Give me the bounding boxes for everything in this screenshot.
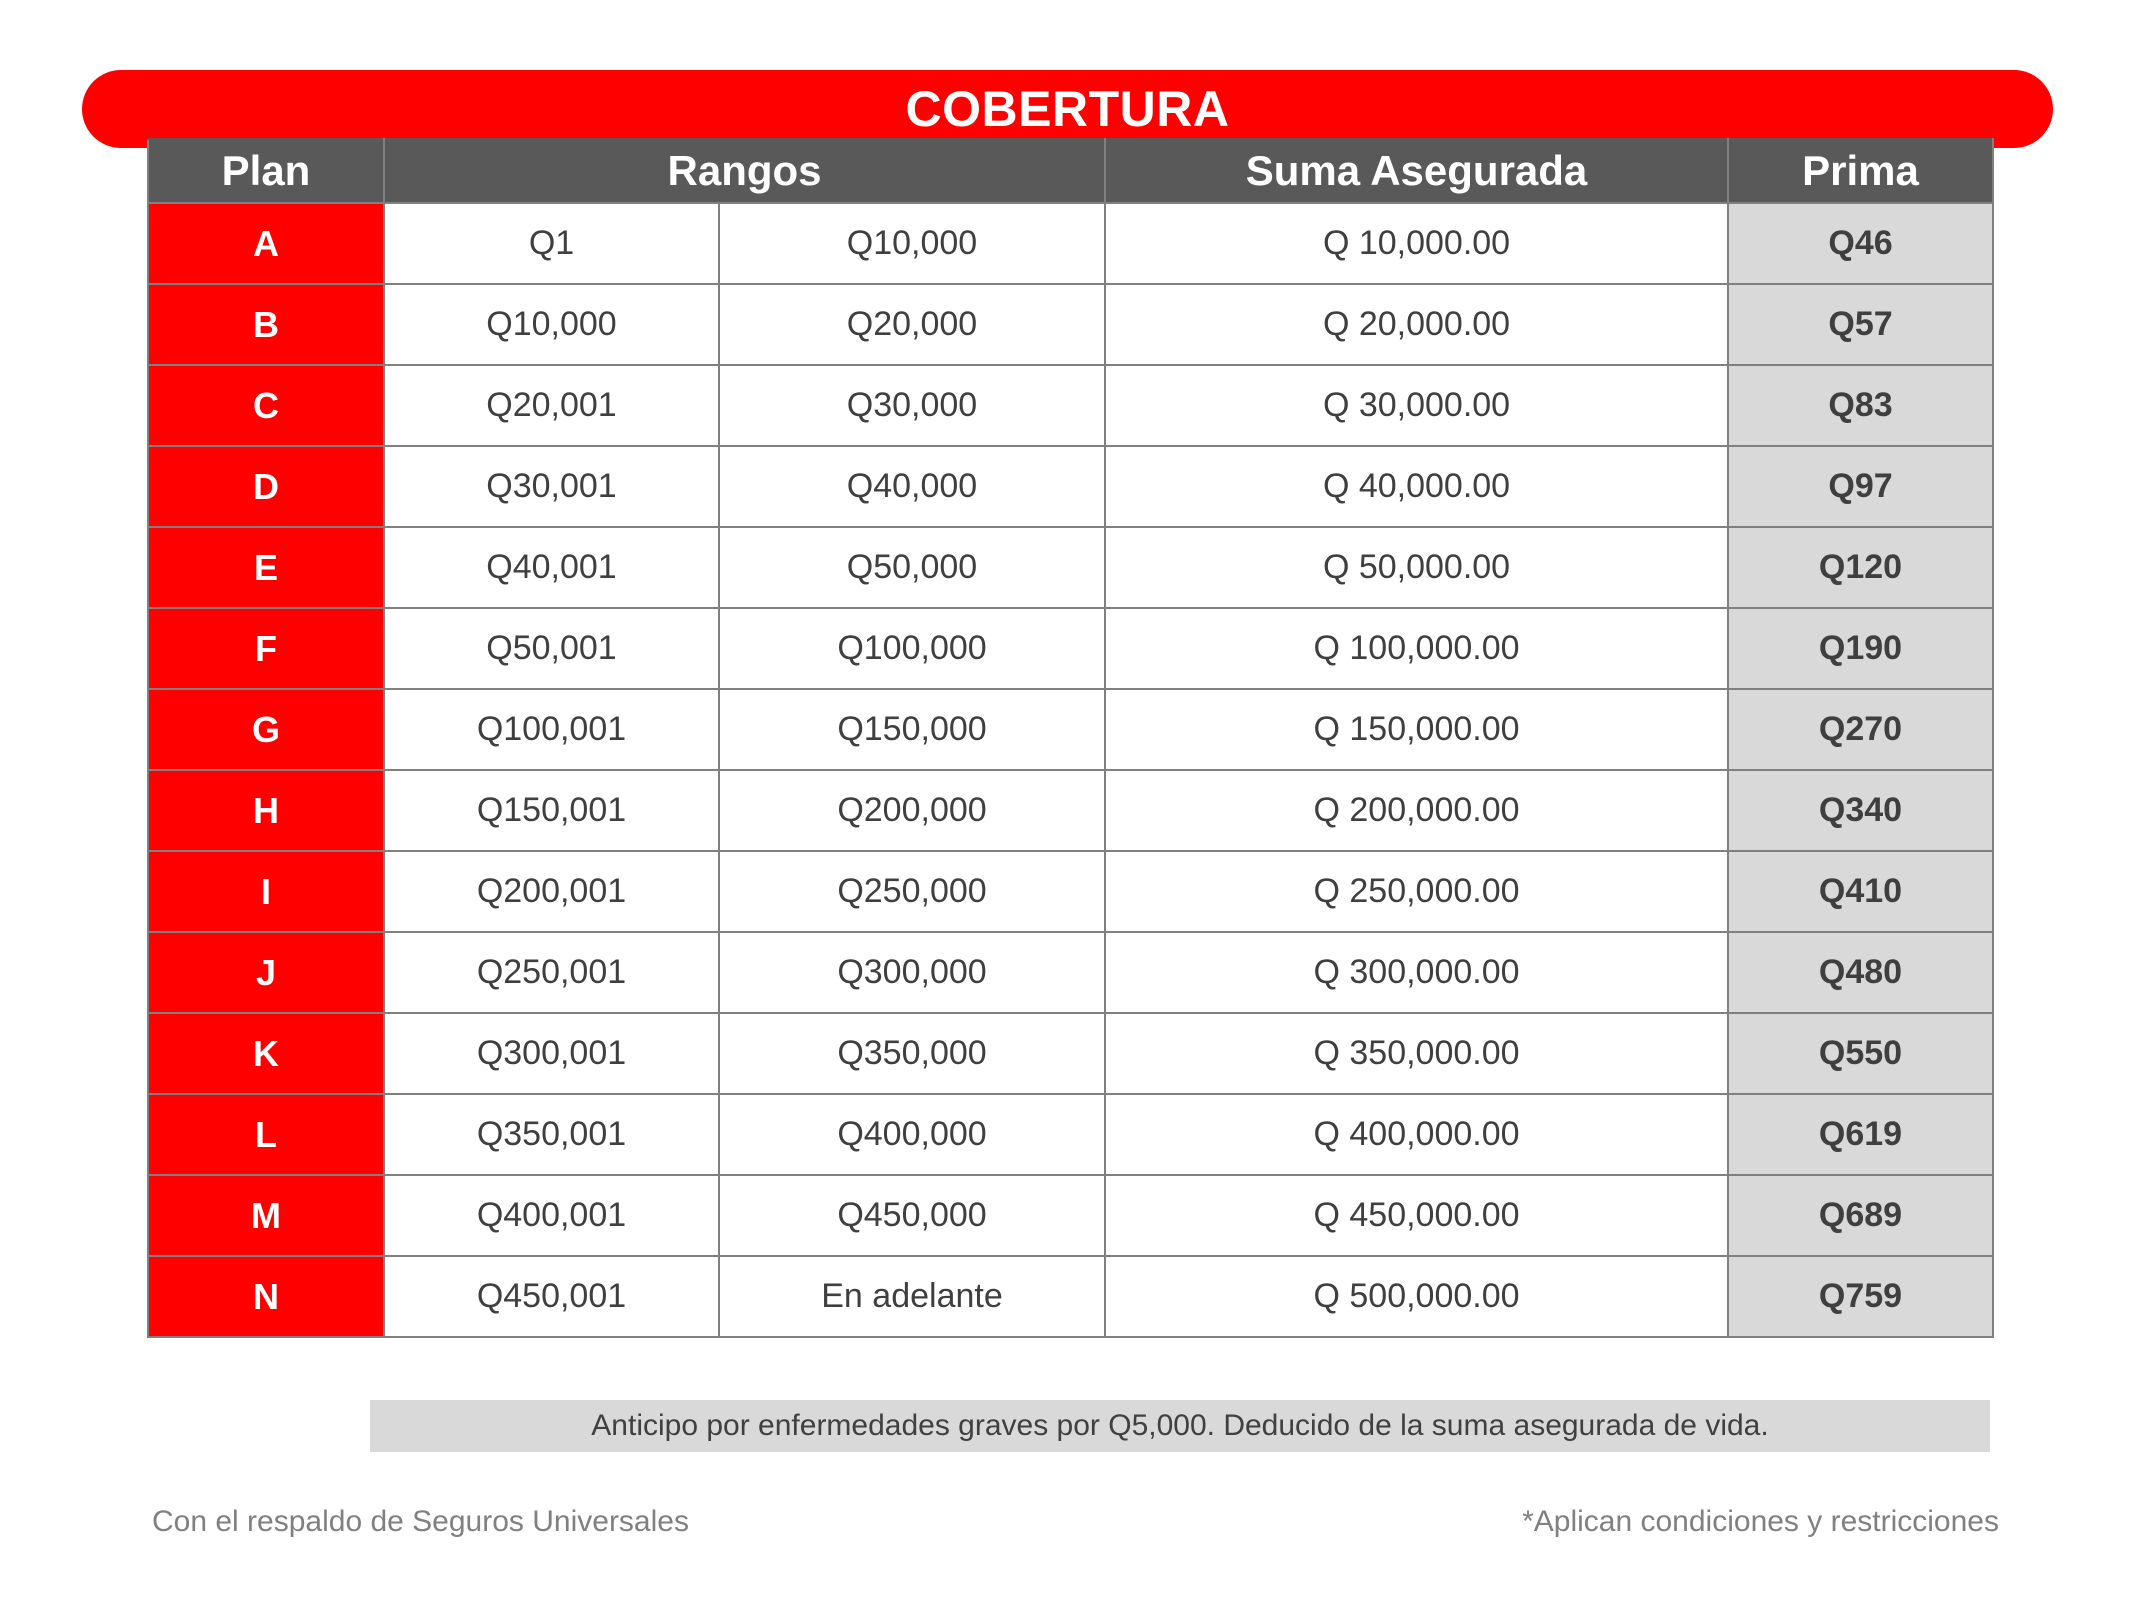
prima-cell: Q46: [1728, 203, 1993, 284]
suma-asegurada-cell: Q 400,000.00: [1105, 1094, 1728, 1175]
rango-min-cell: Q100,001: [384, 689, 719, 770]
suma-asegurada-cell: Q 350,000.00: [1105, 1013, 1728, 1094]
rango-min-cell: Q50,001: [384, 608, 719, 689]
rango-max-cell: Q350,000: [719, 1013, 1105, 1094]
table-row: [148, 1094, 1993, 1175]
footer-backer-text: Con el respaldo de Seguros Universales: [152, 1505, 689, 1538]
plan-cell: F: [148, 608, 384, 689]
suma-asegurada-cell: Q 200,000.00: [1105, 770, 1728, 851]
prima-cell: Q480: [1728, 932, 1993, 1013]
footnote-text: Anticipo por enfermedades graves por Q5,000. Deducido de la suma asegurada de vida.: [591, 1409, 1769, 1442]
plan-cell: K: [148, 1013, 384, 1094]
suma-asegurada-cell: Q 150,000.00: [1105, 689, 1728, 770]
table-row: [148, 203, 1993, 284]
plan-cell: A: [148, 203, 384, 284]
rango-max-cell: Q250,000: [719, 851, 1105, 932]
rango-min-cell: Q20,001: [384, 365, 719, 446]
rango-min-cell: Q350,001: [384, 1094, 719, 1175]
table-row: [148, 1013, 1993, 1094]
cobertura-table: [147, 138, 1994, 1338]
plan-cell: C: [148, 365, 384, 446]
rango-max-cell: Q300,000: [719, 932, 1105, 1013]
prima-cell: Q97: [1728, 446, 1993, 527]
plan-cell: I: [148, 851, 384, 932]
table-row: [148, 365, 1993, 446]
prima-cell: Q410: [1728, 851, 1993, 932]
rango-max-cell: Q400,000: [719, 1094, 1105, 1175]
rango-min-cell: Q250,001: [384, 932, 719, 1013]
suma-asegurada-cell: Q 300,000.00: [1105, 932, 1728, 1013]
plan-cell: M: [148, 1175, 384, 1256]
prima-cell: Q340: [1728, 770, 1993, 851]
column-header-prima: Prima: [1728, 139, 1993, 203]
footer-disclaimer-text: *Aplican condiciones y restricciones: [1522, 1505, 1999, 1538]
suma-asegurada-cell: Q 50,000.00: [1105, 527, 1728, 608]
rango-min-cell: Q30,001: [384, 446, 719, 527]
rango-max-cell: Q450,000: [719, 1175, 1105, 1256]
table-row: [148, 446, 1993, 527]
plan-cell: G: [148, 689, 384, 770]
prima-cell: Q57: [1728, 284, 1993, 365]
column-header-suma-asegurada: Suma Asegurada: [1105, 139, 1728, 203]
cobertura-banner: [82, 70, 2053, 148]
column-header-rangos: Rangos: [384, 139, 1105, 203]
prima-cell: Q83: [1728, 365, 1993, 446]
suma-asegurada-cell: Q 10,000.00: [1105, 203, 1728, 284]
table-header-row: [148, 139, 1993, 203]
rango-max-cell: Q150,000: [719, 689, 1105, 770]
table-row: [148, 284, 1993, 365]
suma-asegurada-cell: Q 450,000.00: [1105, 1175, 1728, 1256]
rango-min-cell: Q450,001: [384, 1256, 719, 1337]
plan-cell: E: [148, 527, 384, 608]
prima-cell: Q550: [1728, 1013, 1993, 1094]
rango-min-cell: Q400,001: [384, 1175, 719, 1256]
plan-cell: B: [148, 284, 384, 365]
suma-asegurada-cell: Q 500,000.00: [1105, 1256, 1728, 1337]
table-row: [148, 527, 1993, 608]
prima-cell: Q759: [1728, 1256, 1993, 1337]
prima-cell: Q120: [1728, 527, 1993, 608]
rango-min-cell: Q40,001: [384, 527, 719, 608]
rango-max-cell: Q20,000: [719, 284, 1105, 365]
suma-asegurada-cell: Q 20,000.00: [1105, 284, 1728, 365]
rango-max-cell: Q40,000: [719, 446, 1105, 527]
rango-max-cell: Q100,000: [719, 608, 1105, 689]
table-row: [148, 1256, 1993, 1337]
table-row: [148, 770, 1993, 851]
rango-max-cell: Q30,000: [719, 365, 1105, 446]
rango-max-cell: Q200,000: [719, 770, 1105, 851]
rango-max-cell: En adelante: [719, 1256, 1105, 1337]
table-row: [148, 689, 1993, 770]
table-body: [148, 203, 1993, 1337]
suma-asegurada-cell: Q 250,000.00: [1105, 851, 1728, 932]
suma-asegurada-cell: Q 30,000.00: [1105, 365, 1728, 446]
page-footer: [0, 1505, 2134, 1565]
rango-max-cell: Q50,000: [719, 527, 1105, 608]
table-header: [148, 139, 1993, 203]
rango-max-cell: Q10,000: [719, 203, 1105, 284]
prima-cell: Q190: [1728, 608, 1993, 689]
table-row: [148, 851, 1993, 932]
plan-cell: H: [148, 770, 384, 851]
suma-asegurada-cell: Q 100,000.00: [1105, 608, 1728, 689]
footnote-bar: [370, 1400, 1990, 1452]
column-header-plan: Plan: [148, 139, 384, 203]
plan-cell: J: [148, 932, 384, 1013]
rango-min-cell: Q1: [384, 203, 719, 284]
rango-min-cell: Q200,001: [384, 851, 719, 932]
table-row: [148, 1175, 1993, 1256]
table-row: [148, 932, 1993, 1013]
prima-cell: Q689: [1728, 1175, 1993, 1256]
plan-cell: L: [148, 1094, 384, 1175]
rango-min-cell: Q10,000: [384, 284, 719, 365]
rango-min-cell: Q300,001: [384, 1013, 719, 1094]
plan-cell: D: [148, 446, 384, 527]
prima-cell: Q270: [1728, 689, 1993, 770]
table-row: [148, 608, 1993, 689]
prima-cell: Q619: [1728, 1094, 1993, 1175]
rango-min-cell: Q150,001: [384, 770, 719, 851]
page-title: COBERTURA: [905, 81, 1230, 137]
suma-asegurada-cell: Q 40,000.00: [1105, 446, 1728, 527]
plan-cell: N: [148, 1256, 384, 1337]
